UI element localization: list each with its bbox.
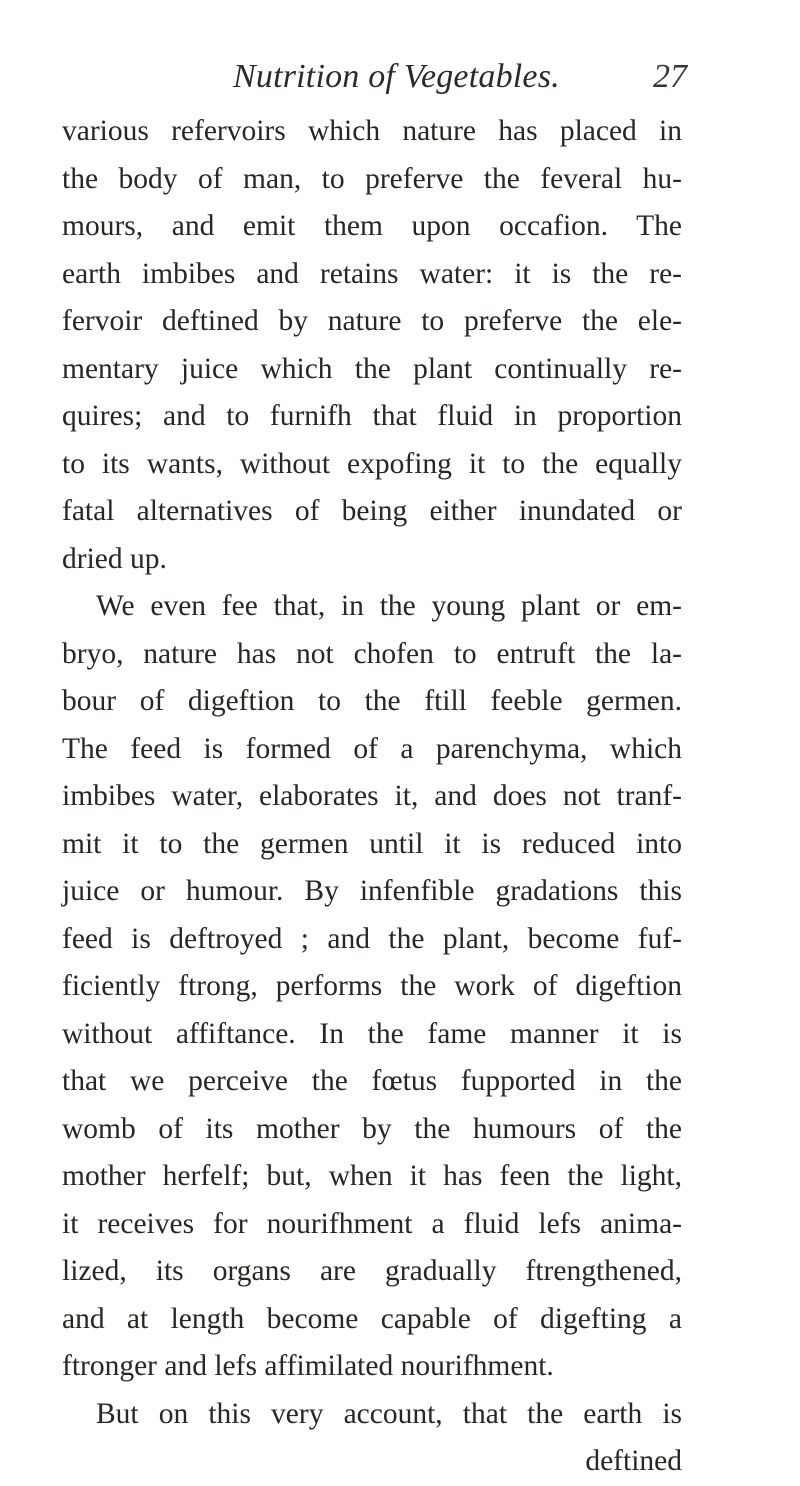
text-line: bour of digeftion to the ftill feeble germen. [62,685,682,717]
text-line: earth imbibes and retains water: it is the re- [62,257,682,290]
text-line: lized, its organs are gradually ftrengthened, [62,1255,682,1287]
text-line: ficiently ftrong, performs the work of digeftion [62,970,682,1002]
text-line: ftronger and lefs affimilated nourifhment. [62,1350,554,1382]
catchword: deftined [585,1445,682,1477]
text-line: The feed is formed of a parenchyma, which [62,732,682,765]
text-line: mother herfelf; but, when it has feen the light, [62,1160,682,1192]
text-line: it receives for nourifhment a fluid lefs anima- [62,1207,682,1240]
text-line: We even fee that, in the young plant or em- [96,590,682,622]
text-line: bryo, nature has not chofen to entruft the la- [62,637,682,670]
page-number: 27 [653,58,687,95]
text-line: feed is deftroyed ; and the plant, become fuf- [62,922,682,955]
text-line: womb of its mother by the humours of the [62,1112,682,1145]
text-line: various refervoirs which nature has placed in [62,115,682,147]
text-line: dried up. [62,542,167,575]
text-line: mours, and emit them upon occafion. The [62,210,682,242]
body-text [62,108,682,1486]
text-line: fatal alternatives of being either inundated or [62,495,682,527]
text-line: that we perceive the fœtus fupported in the [62,1065,682,1097]
text-line: mentary juice which the plant continually re- [62,352,682,385]
text-line: and at length become capable of digefting a [62,1302,682,1335]
text-line: But on this very account, that the earth is [96,1397,682,1430]
text-line: imbibes water, elaborates it, and does not tranf- [62,780,682,812]
text-line: mit it to the germen until it is reduced into [62,827,682,860]
text-line: to its wants, without expofing it to the equally [62,447,682,480]
text-line: without affiftance. In the fame manner it is [62,1017,682,1050]
running-title: Nutrition of Vegetables. [233,58,560,95]
text-line: quires; and to furnifh that fluid in proportion [62,400,682,432]
text-line: fervoir deftined by nature to preferve the ele- [62,305,682,337]
running-head [0,58,800,106]
text-line: the body of man, to preferve the feveral hu- [62,162,682,195]
text-line: juice or humour. By infenfible gradations this [62,875,682,907]
